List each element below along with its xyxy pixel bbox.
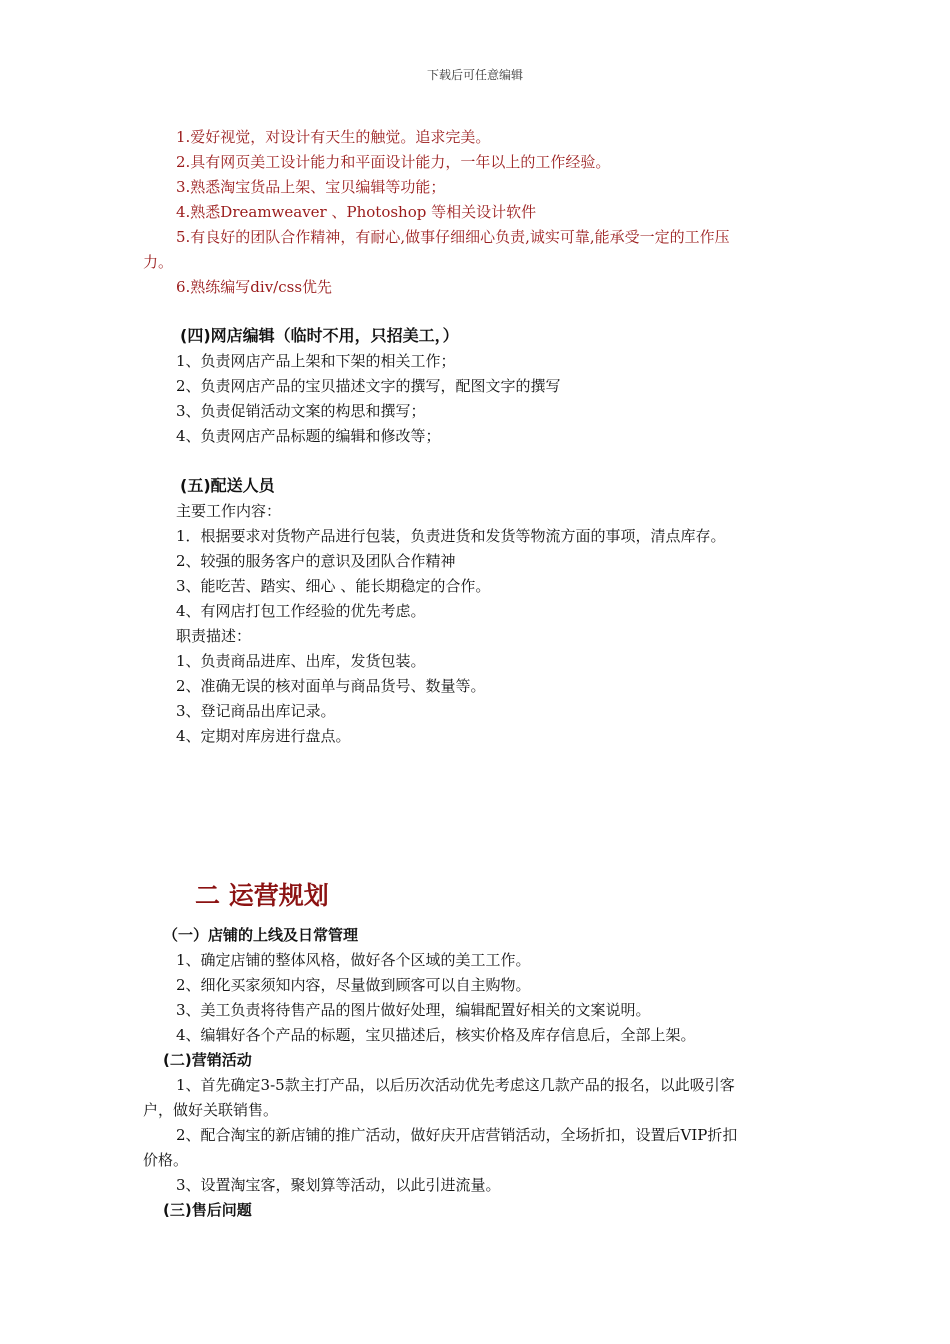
section-heading-store-launch: （一）店铺的上线及日常管理 — [163, 926, 359, 944]
list-item: 3、美工负责将待售产品的图片做好处理，编辑配置好相关的文案说明。 — [176, 1001, 651, 1019]
section-heading-after-sales: (三)售后问题 — [163, 1201, 252, 1219]
list-item: 2、准确无误的核对面单与商品货号、数量等。 — [176, 677, 486, 695]
requirement-item: 6.熟练编写div/css优先 — [176, 278, 333, 296]
section-heading-delivery: (五)配送人员 — [180, 476, 275, 495]
requirement-item: 3.熟悉淘宝货品上架、宝贝编辑等功能； — [176, 178, 446, 196]
list-item: 4、编辑好各个产品的标题，宝贝描述后，核实价格及库存信息后，全部上架。 — [176, 1026, 696, 1044]
list-item: 4、负责网店产品标题的编辑和修改等； — [176, 427, 441, 445]
section-heading-marketing: (二)营销活动 — [163, 1051, 252, 1069]
requirement-item: 1.爱好视觉，对设计有天生的触觉。追求完美。 — [176, 128, 491, 146]
requirement-item: 2.具有网页美工设计能力和平面设计能力，一年以上的工作经验。 — [176, 153, 611, 171]
list-item: 4、有网店打包工作经验的优先考虑。 — [176, 602, 426, 620]
list-item: 1、确定店铺的整体风格，做好各个区域的美工工作。 — [176, 951, 531, 969]
list-item: 3、负责促销活动文案的构思和撰写； — [176, 402, 426, 420]
subheading-main-work: 主要工作内容： — [176, 502, 282, 520]
page-header: 下载后可任意编辑 — [426, 68, 523, 82]
chapter-title-operations: 二 运营规划 — [195, 881, 329, 910]
list-item: 2、较强的服务客户的意识及团队合作精神 — [176, 552, 456, 570]
list-item: 4、定期对库房进行盘点。 — [176, 727, 351, 745]
requirement-item: 5.有良好的团队合作精神，有耐心,做事仔细细心负责,诚实可靠,能承受一定的工作压 — [176, 228, 730, 246]
list-item: 1．根据要求对货物产品进行包装，负责进货和发货等物流方面的事项，清点库存。 — [176, 527, 726, 545]
requirement-item-continued: 力。 — [143, 253, 174, 271]
subheading-duties: 职责描述： — [176, 627, 252, 645]
list-item: 2、负责网店产品的宝贝描述文字的撰写，配图文字的撰写 — [176, 377, 561, 395]
requirement-item: 4.熟悉Dreamweaver 、Photoshop 等相关设计软件 — [176, 203, 537, 221]
list-item: 1、首先确定3-5款主打产品，以后历次活动优先考虑这几款产品的报名，以此吸引客 — [176, 1076, 735, 1094]
list-item: 2、配合淘宝的新店铺的推广活动，做好庆开店营销活动，全场折扣，设置后VIP折扣 — [176, 1126, 738, 1144]
list-item-continued: 户，做好关联销售。 — [143, 1101, 279, 1119]
list-item: 3、设置淘宝客，聚划算等活动，以此引进流量。 — [176, 1176, 501, 1194]
list-item: 1、负责商品进库、出库，发货包装。 — [176, 652, 426, 670]
section-heading-shop-editor: (四)网店编辑（临时不用，只招美工，） — [180, 326, 459, 345]
list-item-continued: 价格。 — [143, 1151, 189, 1169]
list-item: 3、能吃苦、踏实、细心 、能长期稳定的合作。 — [176, 577, 491, 595]
list-item: 3、登记商品出库记录。 — [176, 702, 336, 720]
list-item: 1、负责网店产品上架和下架的相关工作； — [176, 352, 456, 370]
list-item: 2、细化买家须知内容，尽量做到顾客可以自主购物。 — [176, 976, 531, 994]
